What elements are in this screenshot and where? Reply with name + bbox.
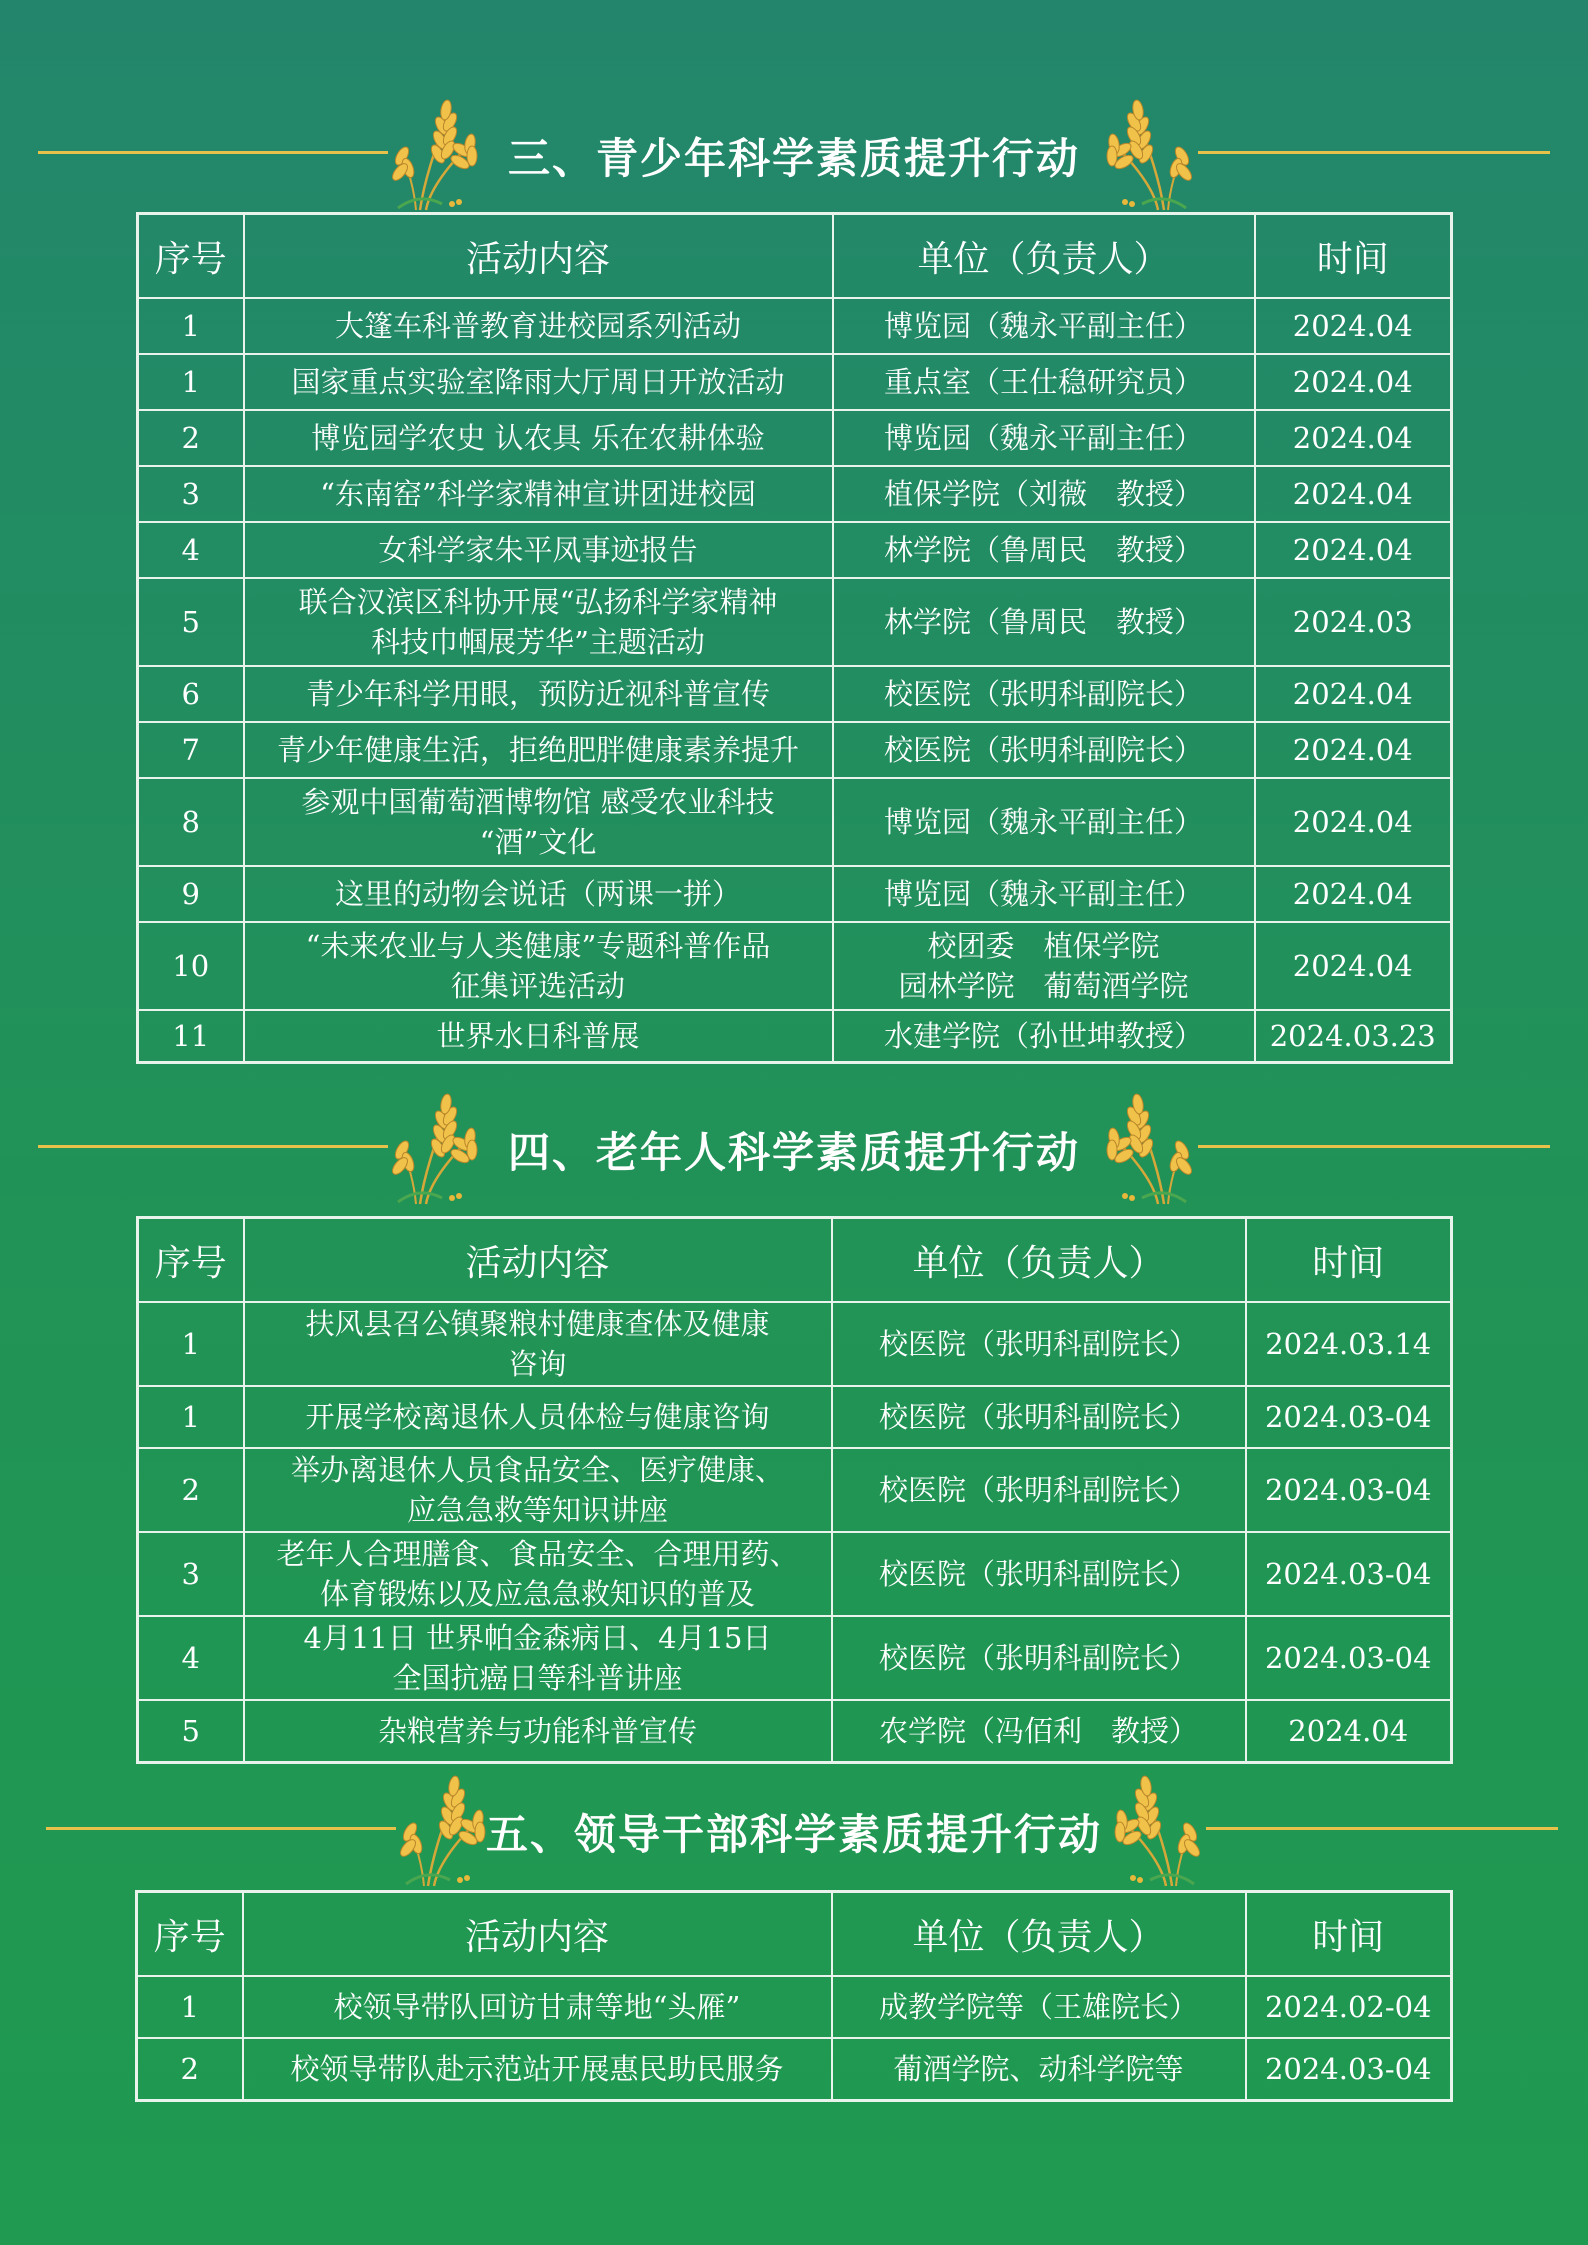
cell-no: 11 — [138, 1010, 244, 1062]
table-row — [138, 1010, 1452, 1062]
cell-unit: 校团委 植保学院 园林学院 葡萄酒学院 — [833, 922, 1255, 1010]
cell-content: 杂粮营养与功能科普宣传 — [244, 1700, 832, 1762]
cell-unit: 农学院（冯佰利 教授） — [832, 1700, 1246, 1762]
cell-no: 5 — [138, 1700, 244, 1762]
section-title: 五、领导干部科学素质提升行动 — [485, 1810, 1102, 1859]
cell-time: 2024.03-04 — [1246, 1532, 1452, 1616]
cell-unit: 校医院（张明科副院长） — [832, 1532, 1246, 1616]
cell-no: 9 — [138, 866, 244, 922]
table-row — [138, 922, 1452, 1010]
table-header-row — [138, 1218, 1452, 1303]
table-row — [138, 666, 1452, 722]
cell-no: 2 — [138, 1448, 244, 1532]
header-unit: 单位（负责人） — [832, 1218, 1246, 1303]
table-row — [138, 1532, 1452, 1616]
table-row — [138, 866, 1452, 922]
header-unit: 单位（负责人） — [832, 1892, 1246, 1977]
cell-no: 1 — [137, 1976, 243, 2038]
cell-no: 2 — [138, 410, 244, 466]
cell-time: 2024.04 — [1255, 866, 1452, 922]
header-content: 活动内容 — [244, 214, 833, 299]
table-row — [137, 1976, 1452, 2038]
cell-unit: 校医院（张明科副院长） — [832, 1302, 1246, 1386]
cell-time: 2024.03-04 — [1246, 1616, 1452, 1700]
table-header-row — [138, 214, 1452, 299]
cell-no: 6 — [138, 666, 244, 722]
cell-content: 扶风县召公镇聚粮村健康查体及健康 咨询 — [244, 1302, 832, 1386]
cell-content: 联合汉滨区科协开展“弘扬科学家精神 科技巾帼展芳华”主题活动 — [244, 578, 833, 666]
section-header — [0, 96, 1588, 206]
cell-no: 5 — [138, 578, 244, 666]
cell-unit: 林学院（鲁周民 教授） — [833, 578, 1255, 666]
cell-no: 8 — [138, 778, 244, 866]
section-title: 三、青少年科学素质提升行动 — [507, 134, 1080, 183]
header-time: 时间 — [1255, 214, 1452, 299]
cell-unit: 校医院（张明科副院长） — [832, 1448, 1246, 1532]
cell-unit: 博览园（魏永平副主任） — [833, 778, 1255, 866]
cell-unit: 成教学院等（王雄院长） — [832, 1976, 1246, 2038]
cell-unit: 校医院（张明科副院长） — [833, 666, 1255, 722]
cell-time: 2024.04 — [1255, 666, 1452, 722]
section-leaders — [0, 1772, 1588, 2086]
cell-unit: 博览园（魏永平副主任） — [833, 410, 1255, 466]
table-row — [138, 1448, 1452, 1532]
cell-time: 2024.04 — [1255, 522, 1452, 578]
cell-no: 3 — [138, 1532, 244, 1616]
cell-no: 4 — [138, 1616, 244, 1700]
section-header — [0, 1772, 1588, 1882]
cell-content: 校领导带队赴示范站开展惠民助民服务 — [243, 2038, 832, 2100]
cell-unit: 博览园（魏永平副主任） — [833, 866, 1255, 922]
header-content: 活动内容 — [244, 1218, 832, 1303]
cell-unit: 葡酒学院、动科学院等 — [832, 2038, 1246, 2100]
table-row — [138, 778, 1452, 866]
cell-time: 2024.04 — [1255, 298, 1452, 354]
cell-no: 3 — [138, 466, 244, 522]
cell-no: 7 — [138, 722, 244, 778]
table-row — [138, 410, 1452, 466]
cell-content: 校领导带队回访甘肃等地“头雁” — [243, 1976, 832, 2038]
cell-no: 1 — [138, 1302, 244, 1386]
cell-time: 2024.04 — [1255, 354, 1452, 410]
table-row — [138, 1700, 1452, 1762]
cell-unit: 水建学院（孙世坤教授） — [833, 1010, 1255, 1062]
cell-content: 这里的动物会说话（两课一拼） — [244, 866, 833, 922]
cell-time: 2024.03.23 — [1255, 1010, 1452, 1062]
header-no: 序号 — [137, 1892, 243, 1977]
table-row — [138, 522, 1452, 578]
table-row — [138, 1302, 1452, 1386]
cell-content: 博览园学农史 认农具 乐在农耕体验 — [244, 410, 833, 466]
header-no: 序号 — [138, 214, 244, 299]
cell-time: 2024.04 — [1255, 922, 1452, 1010]
cell-no: 10 — [138, 922, 244, 1010]
cell-time: 2024.03-04 — [1246, 1448, 1452, 1532]
table-row — [138, 466, 1452, 522]
activity-table — [136, 212, 1453, 1064]
cell-unit: 校医院（张明科副院长） — [832, 1616, 1246, 1700]
table-row — [138, 722, 1452, 778]
cell-unit: 校医院（张明科副院长） — [833, 722, 1255, 778]
header-no: 序号 — [138, 1218, 244, 1303]
cell-content: 老年人合理膳食、食品安全、合理用药、 体育锻炼以及应急急救知识的普及 — [244, 1532, 832, 1616]
cell-content: “东南窑”科学家精神宣讲团进校园 — [244, 466, 833, 522]
cell-content: 女科学家朱平凤事迹报告 — [244, 522, 833, 578]
cell-content: 世界水日科普展 — [244, 1010, 833, 1062]
section-title: 四、老年人科学素质提升行动 — [507, 1128, 1080, 1177]
cell-content: 国家重点实验室降雨大厅周日开放活动 — [244, 354, 833, 410]
activity-table — [136, 1216, 1453, 1764]
section-youth — [0, 96, 1588, 1053]
table-row — [138, 298, 1452, 354]
cell-no: 1 — [138, 298, 244, 354]
cell-content: 青少年科学用眼，预防近视科普宣传 — [244, 666, 833, 722]
cell-content: 举办离退休人员食品安全、医疗健康、 应急急救等知识讲座 — [244, 1448, 832, 1532]
cell-time: 2024.02-04 — [1246, 1976, 1452, 2038]
section-header — [0, 1090, 1588, 1200]
table-row — [137, 2038, 1452, 2100]
header-unit: 单位（负责人） — [833, 214, 1255, 299]
activity-table — [135, 1890, 1453, 2102]
cell-no: 1 — [138, 1386, 244, 1448]
cell-time: 2024.04 — [1255, 410, 1452, 466]
cell-time: 2024.03.14 — [1246, 1302, 1452, 1386]
cell-unit: 博览园（魏永平副主任） — [833, 298, 1255, 354]
cell-unit: 林学院（鲁周民 教授） — [833, 522, 1255, 578]
cell-content: 青少年健康生活，拒绝肥胖健康素养提升 — [244, 722, 833, 778]
section-elderly — [0, 1090, 1588, 1748]
cell-no: 4 — [138, 522, 244, 578]
header-time: 时间 — [1246, 1218, 1452, 1303]
header-content: 活动内容 — [243, 1892, 832, 1977]
cell-time: 2024.04 — [1255, 722, 1452, 778]
cell-content: 4月11日 世界帕金森病日、4月15日 全国抗癌日等科普讲座 — [244, 1616, 832, 1700]
cell-time: 2024.03 — [1255, 578, 1452, 666]
cell-content: “未来农业与人类健康”专题科普作品 征集评选活动 — [244, 922, 833, 1010]
cell-content: 开展学校离退休人员体检与健康咨询 — [244, 1386, 832, 1448]
cell-unit: 校医院（张明科副院长） — [832, 1386, 1246, 1448]
table-header-row — [137, 1892, 1452, 1977]
cell-time: 2024.03-04 — [1246, 2038, 1452, 2100]
cell-time: 2024.04 — [1255, 466, 1452, 522]
table-row — [138, 354, 1452, 410]
table-row — [138, 1616, 1452, 1700]
cell-no: 1 — [138, 354, 244, 410]
cell-content: 参观中国葡萄酒博物馆 感受农业科技 “酒”文化 — [244, 778, 833, 866]
table-row — [138, 1386, 1452, 1448]
table-row — [138, 578, 1452, 666]
cell-time: 2024.04 — [1246, 1700, 1452, 1762]
cell-time: 2024.03-04 — [1246, 1386, 1452, 1448]
cell-no: 2 — [137, 2038, 243, 2100]
cell-content: 大篷车科普教育进校园系列活动 — [244, 298, 833, 354]
header-time: 时间 — [1246, 1892, 1452, 1977]
cell-unit: 重点室（王仕稳研究员） — [833, 354, 1255, 410]
cell-time: 2024.04 — [1255, 778, 1452, 866]
cell-unit: 植保学院（刘薇 教授） — [833, 466, 1255, 522]
